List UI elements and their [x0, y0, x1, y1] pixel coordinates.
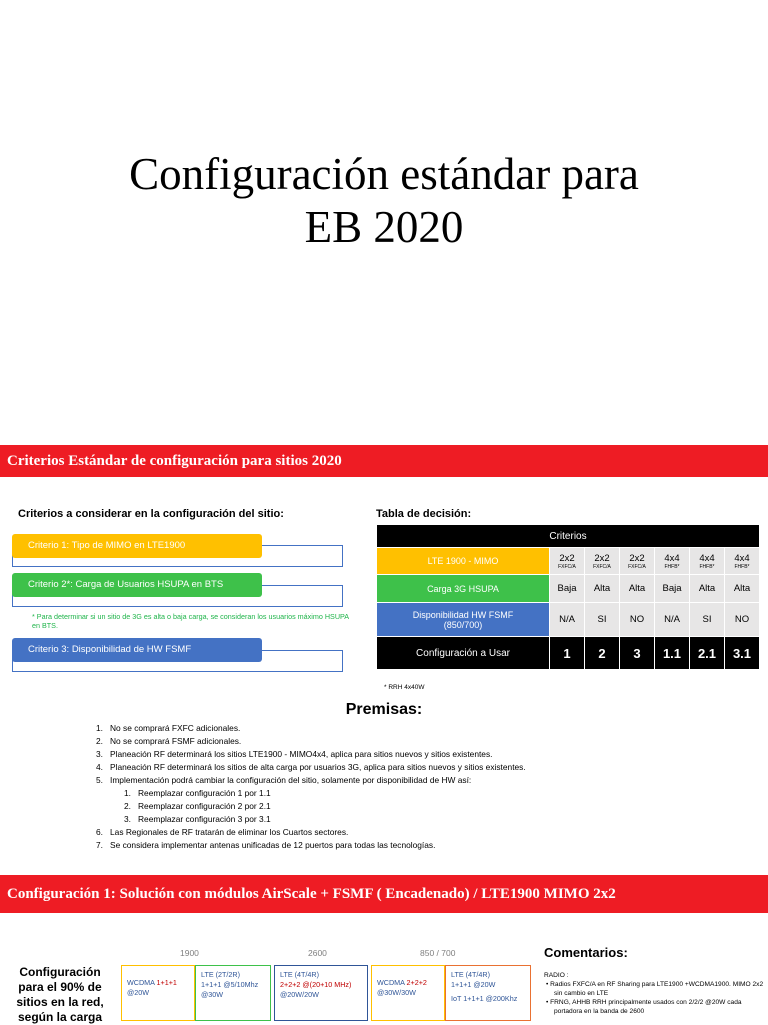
list-subitem: 2. Reemplazar configuración 2 por 2.1	[124, 801, 271, 811]
list-item: 1. No se comprará FXFC adicionales.	[96, 723, 241, 733]
row-label-hsupa: Carga 3G HSUPA	[377, 575, 550, 603]
table-cell: N/A	[655, 603, 690, 637]
result-cell: 1	[550, 637, 585, 670]
table-cell: NO	[725, 603, 760, 637]
comments-body	[544, 971, 764, 1016]
table-cell: 4x4 FHFB*	[725, 548, 760, 575]
title-line-1: Configuración estándar para	[129, 149, 639, 199]
table-cell: N/A	[550, 603, 585, 637]
table-cell: Baja	[655, 575, 690, 603]
table-cell: Alta	[620, 575, 655, 603]
decision-table-heading: Tabla de decisión:	[376, 508, 472, 520]
table-cell: SI	[690, 603, 725, 637]
list-item: 3. Planeación RF determinará los sitios LTE1900 - MIMO4x4, aplica para sitios nuevos y sitios existentes.	[96, 749, 493, 759]
config1-description: Configuración para el 90% de sitios en la red, según la carga	[16, 965, 104, 1024]
config-box-wcdma-1900: WCDMA 1+1+1 @20W	[121, 965, 195, 1021]
list-subitem: 3. Reemplazar configuración 3 por 3.1	[124, 814, 271, 824]
band-label-2600: 2600	[308, 948, 327, 958]
criteria-item-3: Criterio 3: Disponibilidad de HW FSMF	[12, 638, 262, 662]
result-cell: 3	[620, 637, 655, 670]
decision-table	[376, 524, 760, 670]
table-cell: Alta	[690, 575, 725, 603]
table-cell: 2x2 FXFC/A	[550, 548, 585, 575]
rrh-footnote: * RRH 4x40W	[384, 684, 425, 691]
result-cell: 1.1	[655, 637, 690, 670]
comments-title: Comentarios:	[544, 945, 628, 960]
table-cell: 2x2 FXFC/A	[585, 548, 620, 575]
row-label-mimo: LTE 1900 - MIMO	[377, 548, 550, 575]
table-row	[377, 575, 760, 603]
table-row	[377, 603, 760, 637]
comment-item: • Radios FXFC/A en RF Sharing para LTE1900 +WCDMA1900. MIMO 2x2 sin cambio en LTE	[546, 981, 764, 997]
criteria-item-2: Criterio 2*: Carga de Usuarios HSUPA en BTS	[12, 573, 262, 597]
result-cell: 2	[585, 637, 620, 670]
table-cell: Baja	[550, 575, 585, 603]
row-label-hw: Disponibilidad HW FSMF (850/700)	[377, 603, 550, 637]
comments-head: RADIO :	[544, 972, 569, 979]
hsupa-note: * Para determinar si un sitio de 3G es alta o baja carga, se consideran los usuarios máximo HSUPA en BTS.	[32, 612, 349, 630]
premisas-list	[96, 722, 756, 852]
table-cell: 2x2 FXFC/A	[620, 548, 655, 575]
config-box-lte-700: LTE (4T/4R) 1+1+1 @20W IoT 1+1+1 @200Khz	[445, 965, 531, 1021]
section-banner-config1: Configuración 1: Solución con módulos AirScale + FSMF ( Encadenado) / LTE1900 MIMO 2x2	[0, 875, 768, 913]
table-row	[377, 548, 760, 575]
premisas-title: Premisas:	[345, 701, 423, 718]
list-subitem: 1. Reemplazar configuración 1 por 1.1	[124, 788, 271, 798]
title-line-2: EB 2020	[304, 202, 464, 252]
result-label: Configuración a Usar	[377, 637, 550, 670]
result-cell: 3.1	[725, 637, 760, 670]
list-item: 5. Implementación podrá cambiar la configuración del sitio, solamente por disponibilidad de HW así:	[96, 775, 472, 785]
list-item: 7. Se considera implementar antenas unificadas de 12 puertos para todas las tecnologías.	[96, 840, 436, 850]
table-cell: Alta	[725, 575, 760, 603]
criteria-heading: Criterios a considerar en la configuración del sitio:	[18, 508, 284, 520]
list-item: 4. Planeación RF determinará los sitios de alta carga por usuarios 3G, aplica para sitios nuevos y sitios existentes.	[96, 762, 526, 772]
config-box-wcdma-850: WCDMA 2+2+2 @30W/30W	[371, 965, 445, 1021]
criteria-item-1: Criterio 1: Tipo de MIMO en LTE1900	[12, 534, 262, 558]
page-title	[0, 148, 768, 254]
table-cell: Alta	[585, 575, 620, 603]
band-label-1900: 1900	[180, 948, 199, 958]
comment-item: • FRNG, AHHB RRH principalmente usados con 2/2/2 @20W cada portadora en la banda de 2600	[546, 999, 742, 1015]
list-item: 2. No se comprará FSMF adicionales.	[96, 736, 242, 746]
table-cell: 4x4 FHFB*	[690, 548, 725, 575]
section-banner-criteria: Criterios Estándar de configuración para sitios 2020	[0, 445, 768, 477]
table-header: Criterios	[377, 525, 760, 548]
result-cell: 2.1	[690, 637, 725, 670]
config-box-lte-1900: LTE (2T/2R) 1+1+1 @5/10Mhz @30W	[195, 965, 271, 1021]
table-cell: 4x4 FHFB*	[655, 548, 690, 575]
band-label-850-700: 850 / 700	[420, 948, 456, 958]
table-cell: NO	[620, 603, 655, 637]
list-item: 6. Las Regionales de RF tratarán de eliminar los Cuartos sectores.	[96, 827, 349, 837]
table-cell: SI	[585, 603, 620, 637]
table-row	[377, 637, 760, 670]
config-box-lte-2600: LTE (4T/4R) 2+2+2 @(20+10 MHz) @20W/20W	[274, 965, 368, 1021]
